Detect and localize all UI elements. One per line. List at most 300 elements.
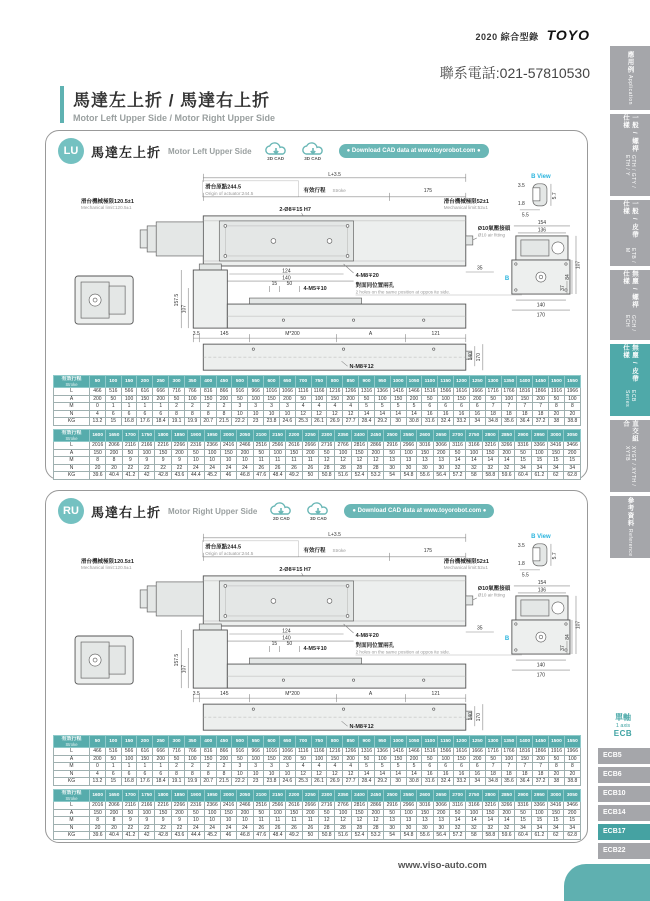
- stroke-col-header: 450: [216, 736, 232, 748]
- opp-holes-cn: 對面同位置兩孔: [355, 643, 395, 650]
- table-cell: 200: [533, 755, 549, 763]
- table-cell: 30: [390, 418, 406, 426]
- table-cell: 6: [121, 410, 137, 418]
- table-cell: 15: [515, 457, 531, 465]
- table-cell: 200: [216, 755, 232, 763]
- stroke-col-header: 1600: [90, 430, 106, 442]
- table-cell: 866: [216, 388, 232, 396]
- stroke-col-header: 2050: [237, 790, 253, 802]
- table-cell: 200: [368, 809, 384, 817]
- table-cell: 6: [137, 410, 153, 418]
- table-cell: 46: [220, 472, 236, 480]
- dim-35-label: 35: [477, 625, 483, 632]
- table-cell: 5: [374, 403, 390, 411]
- table-cell: 10: [188, 457, 204, 465]
- table-row: [54, 388, 581, 396]
- table-cell: 14: [449, 457, 465, 465]
- table-cell: 18: [517, 410, 533, 418]
- table-cell: 50: [485, 755, 501, 763]
- table-cell: 150: [351, 449, 367, 457]
- table-cell: 200: [106, 449, 122, 457]
- b-view-title: B View: [531, 173, 551, 180]
- table-cell: 31.6: [422, 418, 438, 426]
- table-cell: 150: [417, 449, 433, 457]
- table-cell: 8: [549, 403, 565, 411]
- table-cell: 54: [384, 472, 400, 480]
- table-cell: 6: [105, 410, 121, 418]
- table-cell: 100: [531, 449, 547, 457]
- table-cell: 30: [390, 778, 406, 786]
- table-cell: 42: [139, 832, 155, 840]
- sidebar-tab[interactable]: [610, 496, 650, 558]
- table-cell: 200: [153, 755, 169, 763]
- table-row: [54, 395, 581, 403]
- panel-title-cn: 馬達右上折: [91, 504, 162, 520]
- top-view: [140, 216, 473, 266]
- stroke-col-header: 700: [295, 736, 311, 748]
- tab-label-cn: 一般 / 皮帶仕樣: [622, 200, 638, 239]
- table-cell: 8: [90, 457, 106, 465]
- table-cell: 48.4: [269, 832, 285, 840]
- table-cell: 26.9: [327, 418, 343, 426]
- table-row: [54, 472, 581, 480]
- table-cell: 26: [269, 824, 285, 832]
- table-cell: 516: [105, 388, 121, 396]
- sidebar-item-model[interactable]: ECB22: [598, 843, 650, 859]
- table-cell: 34: [515, 824, 531, 832]
- table-cell: 3466: [564, 802, 581, 810]
- table-cell: 30: [433, 824, 449, 832]
- table-cell: 100: [564, 395, 580, 403]
- table-cell: 46: [220, 832, 236, 840]
- cad-2d-download-icon[interactable]: [268, 502, 294, 521]
- table-cell: 3: [248, 763, 264, 771]
- table-cell: 3166: [466, 442, 482, 450]
- mech-limit-left-en: Mechanical limit:120.5±1: [81, 204, 132, 210]
- tab-label-en: Application: [627, 75, 633, 106]
- table-cell: 10: [237, 457, 253, 465]
- stroke-col-header: 50: [90, 736, 106, 748]
- table-cell: 48.4: [269, 472, 285, 480]
- table-cell: 55.6: [417, 832, 433, 840]
- panel-title-cn: 馬達左上折: [91, 144, 162, 160]
- table-cell: 1: [137, 403, 153, 411]
- table-cell: 55.6: [417, 472, 433, 480]
- m8-holes-label: 4-M8∓20: [355, 633, 379, 640]
- table-cell: 100: [204, 809, 220, 817]
- table-cell: 11: [302, 817, 318, 825]
- table-cell: 5: [390, 403, 406, 411]
- table-cell: 34: [548, 464, 564, 472]
- sidebar-tab[interactable]: [610, 270, 650, 340]
- table-cell: 100: [139, 809, 155, 817]
- table-cell: 2466: [237, 802, 253, 810]
- stroke-length: 175: [423, 547, 433, 554]
- table-cell: 50: [232, 755, 248, 763]
- table-cell: 5: [406, 403, 422, 411]
- table-cell: 1816: [517, 388, 533, 396]
- table-cell: 50: [515, 449, 531, 457]
- b-dim-5-7: 5.7: [551, 552, 558, 560]
- table-cell: 10: [248, 410, 264, 418]
- table-cell: 816: [200, 388, 216, 396]
- table-cell: 1866: [533, 748, 549, 756]
- table-cell: 42.8: [155, 832, 171, 840]
- stroke-col-header: 1700: [122, 430, 138, 442]
- stroke-col-header: 2950: [531, 430, 547, 442]
- stroke-col-header: 1150: [438, 376, 454, 388]
- table-row: [54, 410, 581, 418]
- ru-technical-drawing: [53, 527, 581, 733]
- sidebar-item-model[interactable]: ECB17: [598, 824, 650, 840]
- table-cell: 4: [295, 763, 311, 771]
- ru-stroke-table-1: [53, 735, 581, 786]
- table-cell: 10: [279, 770, 295, 778]
- table-cell: 150: [327, 755, 343, 763]
- table-cell: 15: [531, 817, 547, 825]
- stroke-col-header: 2700: [449, 790, 465, 802]
- table-cell: 16: [469, 410, 485, 418]
- table-cell: 0: [90, 403, 106, 411]
- sidebar-tab[interactable]: [610, 114, 650, 196]
- table-cell: 13: [417, 817, 433, 825]
- table-cell: 150: [327, 395, 343, 403]
- table-cell: 28: [319, 464, 335, 472]
- table-row: [54, 748, 581, 756]
- table-cell: 49.2: [286, 472, 302, 480]
- table-cell: 766: [184, 388, 200, 396]
- table-cell: 62.8: [564, 472, 581, 480]
- sidebar-tab[interactable]: [610, 420, 650, 492]
- table-cell: 2: [200, 763, 216, 771]
- stroke-label-cn: 有效行程: [303, 547, 326, 554]
- stroke-header-cell: 有效行程 Stroke: [54, 430, 90, 442]
- table-row: [54, 442, 581, 450]
- table-cell: 1516: [422, 388, 438, 396]
- table-cell: 7: [517, 403, 533, 411]
- table-cell: 20: [549, 410, 565, 418]
- table-cell: 28: [351, 464, 367, 472]
- stroke-col-header: 2100: [253, 430, 269, 442]
- stroke-col-header: 950: [374, 376, 390, 388]
- table-cell: 50: [295, 755, 311, 763]
- sidebar-tab[interactable]: [610, 46, 650, 110]
- stroke-label-en: Stroke: [332, 547, 346, 553]
- table-cell: 22.2: [232, 418, 248, 426]
- table-cell: 1466: [406, 388, 422, 396]
- table-cell: 2966: [400, 442, 416, 450]
- table-cell: 27.7: [343, 418, 359, 426]
- cad-2d-download-icon[interactable]: [263, 142, 289, 161]
- stroke-col-header: 2800: [482, 430, 498, 442]
- dim-35: [466, 265, 494, 272]
- sidebar-item-model[interactable]: ECB14: [598, 805, 650, 821]
- table-cell: 2516: [253, 442, 269, 450]
- table-cell: 716: [169, 748, 185, 756]
- stroke-col-header: 550: [248, 376, 264, 388]
- table-cell: 1416: [390, 748, 406, 756]
- e-dim-84: 84: [564, 634, 571, 640]
- table-cell: 10: [237, 817, 253, 825]
- row-label: L: [54, 442, 90, 450]
- table-cell: 6: [454, 763, 470, 771]
- table-cell: 816: [200, 748, 216, 756]
- table-cell: 2: [200, 403, 216, 411]
- page-title: [60, 86, 275, 123]
- stroke-col-header: 2850: [498, 430, 514, 442]
- stroke-header-cell: 有效行程 Stroke: [54, 790, 90, 802]
- table-cell: 1116: [295, 748, 311, 756]
- table-cell: 100: [466, 809, 482, 817]
- stroke-col-header: 2550: [400, 790, 416, 802]
- table-cell: 23: [248, 778, 264, 786]
- b-dim-1-8: 1.8: [517, 200, 525, 207]
- table-cell: 1966: [564, 748, 580, 756]
- table-cell: 200: [564, 449, 581, 457]
- table-cell: 3066: [433, 442, 449, 450]
- stroke-label-en: Stroke: [332, 187, 346, 193]
- table-cell: 50: [319, 449, 335, 457]
- table-cell: 26: [253, 464, 269, 472]
- origin-label-cn: 滑台原點244.5: [205, 184, 242, 191]
- table-cell: 24: [220, 824, 236, 832]
- table-cell: 6: [153, 410, 169, 418]
- table-cell: 200: [90, 395, 106, 403]
- table-cell: 8: [106, 817, 122, 825]
- table-cell: 9: [139, 457, 155, 465]
- table-cell: 2266: [171, 442, 187, 450]
- stroke-col-header: 2800: [482, 790, 498, 802]
- table-cell: 50: [188, 809, 204, 817]
- corner-accent-block: [564, 864, 650, 901]
- tab-label-en: Reference: [627, 529, 633, 557]
- table-cell: 4: [311, 403, 327, 411]
- table-cell: 14: [466, 457, 482, 465]
- table-cell: 32: [482, 824, 498, 832]
- table-cell: 2166: [139, 442, 155, 450]
- table-cell: 14: [406, 770, 422, 778]
- table-cell: 50: [549, 395, 565, 403]
- stroke-col-header: 850: [343, 376, 359, 388]
- sidebar-item-model[interactable]: ECB5: [598, 748, 650, 764]
- table-cell: 39.6: [90, 832, 106, 840]
- download-cad-button[interactable]: ● Download CAD data at www.toyorobot.com ●: [339, 144, 489, 158]
- table-cell: 51.6: [335, 832, 351, 840]
- b-view-title: B View: [531, 533, 551, 540]
- table-cell: 7: [485, 763, 501, 771]
- table-cell: 150: [155, 449, 171, 457]
- stroke-col-header: 1200: [454, 736, 470, 748]
- table-cell: 33.2: [454, 778, 470, 786]
- table-cell: 2116: [122, 442, 138, 450]
- dim-right-170: 170: [475, 712, 482, 722]
- table-cell: 9: [155, 457, 171, 465]
- table-cell: 50: [169, 395, 185, 403]
- table-cell: 100: [269, 809, 285, 817]
- table-cell: 2: [184, 403, 200, 411]
- stroke-col-header: 200: [137, 736, 153, 748]
- sidebar-tab[interactable]: [610, 344, 650, 416]
- table-cell: 49.2: [286, 832, 302, 840]
- stroke-col-header: 2850: [498, 790, 514, 802]
- dim-l-label: L+3.5: [328, 171, 341, 178]
- sidebar-item-model[interactable]: ECB6: [598, 767, 650, 783]
- stroke-col-header: 900: [359, 376, 375, 388]
- stroke-col-header: 1950: [204, 430, 220, 442]
- b-dim-5-5: 5.5: [521, 212, 529, 219]
- stroke-col-header: 1300: [485, 736, 501, 748]
- table-cell: 10: [264, 410, 280, 418]
- table-cell: 150: [517, 395, 533, 403]
- model-list: [598, 748, 650, 862]
- stroke-col-header: 2600: [417, 790, 433, 802]
- b-dim-3-5: 3.5: [517, 542, 525, 549]
- table-cell: 1566: [438, 388, 454, 396]
- table-cell: 12: [368, 457, 384, 465]
- table-cell: 2366: [204, 802, 220, 810]
- table-cell: 150: [390, 395, 406, 403]
- m5-holes-annotation: [269, 641, 521, 655]
- stroke-col-header: 2200: [286, 790, 302, 802]
- table-cell: 716: [169, 388, 185, 396]
- footer-url: www.viso-auto.com: [398, 860, 487, 871]
- table-cell: 8: [106, 457, 122, 465]
- table-cell: 100: [184, 755, 200, 763]
- stroke-col-header: 3000: [548, 430, 564, 442]
- table-cell: 15: [548, 457, 564, 465]
- table-cell: 100: [531, 809, 547, 817]
- panel-header: [58, 137, 489, 165]
- table-cell: 20: [106, 464, 122, 472]
- stroke-col-header: 1100: [422, 376, 438, 388]
- table-row: [54, 832, 581, 840]
- row-label: KG: [54, 418, 90, 426]
- m5-holes-annotation: [269, 281, 521, 295]
- series-code: ECB: [613, 729, 633, 738]
- table-cell: 15: [515, 817, 531, 825]
- cad-2d-label: 2D CAD: [267, 155, 284, 161]
- table-cell: 24: [237, 464, 253, 472]
- table-cell: 150: [200, 755, 216, 763]
- table-cell: 2066: [106, 802, 122, 810]
- table-cell: 2716: [319, 802, 335, 810]
- cad-3d-download-icon[interactable]: [305, 502, 331, 521]
- table-cell: 59.6: [498, 832, 514, 840]
- cad-3d-download-icon[interactable]: [300, 142, 326, 161]
- dim-140: 140: [282, 275, 291, 282]
- stroke-col-header: 3050: [564, 790, 581, 802]
- stroke-col-header: 1800: [155, 790, 171, 802]
- table-cell: 1866: [533, 388, 549, 396]
- table-cell: 45.2: [204, 472, 220, 480]
- table-cell: 150: [286, 449, 302, 457]
- mech-limit-left: [81, 197, 134, 210]
- b-marker: B: [504, 276, 510, 283]
- table-cell: 3016: [417, 802, 433, 810]
- stroke-col-header: 1900: [188, 430, 204, 442]
- table-cell: 1916: [549, 388, 565, 396]
- series-cn: 單軸: [615, 713, 631, 722]
- stroke-col-header: 1650: [106, 430, 122, 442]
- table-cell: 150: [220, 809, 236, 817]
- row-label: N: [54, 824, 90, 832]
- download-cad-button[interactable]: ● Download CAD data at www.toyorobot.com ●: [344, 504, 494, 518]
- table-cell: 32: [466, 824, 482, 832]
- table-cell: 61.2: [531, 472, 547, 480]
- table-cell: 100: [374, 395, 390, 403]
- table-cell: 150: [155, 809, 171, 817]
- table-cell: 12: [319, 817, 335, 825]
- sidebar-item-model[interactable]: ECB10: [598, 786, 650, 802]
- table-cell: 3166: [466, 802, 482, 810]
- table-cell: 34.8: [485, 418, 501, 426]
- table-cell: 58: [466, 832, 482, 840]
- actuator-technical-drawing: [53, 167, 581, 373]
- table-cell: 24: [237, 824, 253, 832]
- table-cell: 50: [295, 395, 311, 403]
- table-cell: 2166: [139, 802, 155, 810]
- stroke-col-header: 1400: [517, 376, 533, 388]
- table-cell: 16: [422, 410, 438, 418]
- air-fitting-en: Ø10 air fitting: [477, 592, 506, 598]
- table-cell: 20.7: [200, 778, 216, 786]
- table-cell: 16: [438, 410, 454, 418]
- table-cell: 46.8: [237, 832, 253, 840]
- table-cell: 466: [90, 748, 106, 756]
- table-cell: 1266: [343, 748, 359, 756]
- table-cell: 4: [343, 403, 359, 411]
- dim-121: 121: [431, 331, 440, 338]
- table-cell: 3: [279, 403, 295, 411]
- table-cell: 100: [204, 449, 220, 457]
- table-cell: 20: [106, 824, 122, 832]
- table-cell: 32: [449, 824, 465, 832]
- table-cell: 3: [232, 763, 248, 771]
- table-cell: 1216: [327, 748, 343, 756]
- tab-label-cn: 無塵 / 螺桿仕樣: [622, 270, 638, 309]
- table-cell: 10: [248, 770, 264, 778]
- sidebar-tab[interactable]: [610, 200, 650, 266]
- table-cell: 7: [501, 403, 517, 411]
- e-dim-170: 170: [536, 312, 546, 319]
- table-cell: 28: [319, 824, 335, 832]
- table-cell: 53.2: [368, 832, 384, 840]
- table-cell: 3116: [449, 802, 465, 810]
- table-cell: 11: [302, 457, 318, 465]
- mech-limit-left-cn: 滑台機械極限120.5±1: [81, 198, 134, 205]
- table-cell: 6: [438, 403, 454, 411]
- row-label: N: [54, 464, 90, 472]
- page-title-cn: 馬達左上折 / 馬達右上折: [73, 91, 271, 110]
- table-cell: 1116: [295, 388, 311, 396]
- origin-annotation: [202, 181, 298, 197]
- table-cell: 1916: [549, 748, 565, 756]
- table-cell: 200: [237, 449, 253, 457]
- table-cell: 1816: [517, 748, 533, 756]
- table-cell: 8: [184, 410, 200, 418]
- table-cell: 14: [390, 770, 406, 778]
- table-cell: 20: [564, 770, 580, 778]
- table-cell: 200: [498, 449, 514, 457]
- table-cell: 26.1: [311, 418, 327, 426]
- table-cell: 1666: [469, 388, 485, 396]
- table-cell: 11: [253, 457, 269, 465]
- table-cell: 32.4: [438, 418, 454, 426]
- mech-limit-right: [444, 197, 489, 210]
- table-cell: 16: [454, 770, 470, 778]
- table-cell: 6: [422, 763, 438, 771]
- catalog-edition-label: 2020 綜合型錄: [475, 32, 539, 42]
